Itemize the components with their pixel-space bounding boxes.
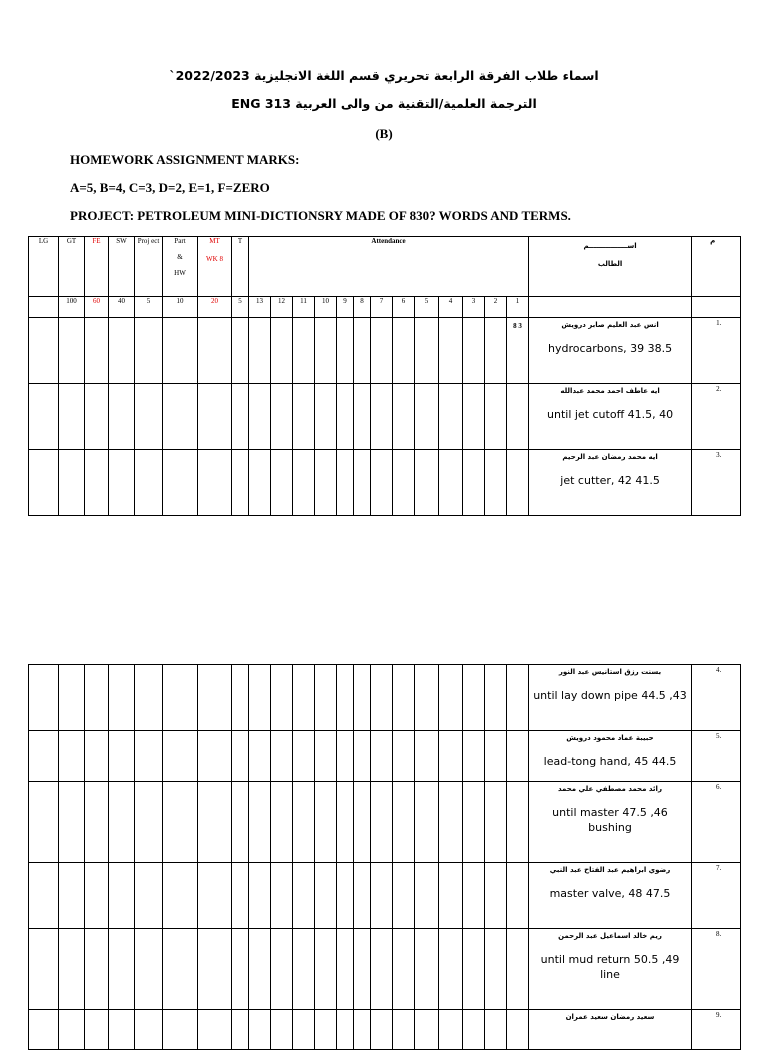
student-name: بسنت رزق استانيس عبد النور: [558, 668, 662, 676]
project-description: PROJECT: PETROLEUM MINI-DICTIONSRY MADE OF 830? WORDS AND TERMS.: [70, 208, 571, 223]
student-name-cell: [529, 1010, 692, 1050]
week-2: 2: [485, 297, 507, 318]
student-assigned-term: until mud return 50.5 ,49 line: [540, 953, 680, 981]
course-title: الترجمة العلمية/التقنية من والى العربية ENG 313: [231, 96, 537, 111]
max-marks-row: [29, 297, 741, 318]
student-assigned-term: hydrocarbons, 39 38.5: [547, 342, 673, 355]
homework-title: HOMEWORK ASSIGNMENT MARKS:: [70, 152, 300, 167]
max-lg-cell: [29, 297, 59, 318]
week-5: 5: [415, 297, 439, 318]
student-index: 8.: [692, 929, 741, 1010]
week-4: 4: [439, 297, 463, 318]
student-index: 3.: [692, 450, 741, 516]
col-part-header-line1: Part: [174, 237, 186, 245]
week-1: 1: [507, 297, 529, 318]
row-number-header: م: [692, 237, 741, 297]
max-fe: 60: [85, 297, 109, 318]
student-name-header-line1: اســــــــــــــــم: [583, 242, 637, 250]
student-name: سعيد رمضان سعيد عمران: [565, 1013, 655, 1021]
week-3: 3: [463, 297, 485, 318]
col-t-header: T: [232, 237, 249, 297]
student-name: رضوي ابراهيم عبد الفتاح عبد النبي: [549, 866, 671, 874]
max-project: 5: [135, 297, 163, 318]
student-name-cell: [529, 929, 692, 1010]
grades-table-page1: [28, 236, 741, 516]
student-index: 4.: [692, 665, 741, 731]
student-row: [29, 731, 741, 782]
student-assigned-term: until lay down pipe 44.5 ,43: [533, 689, 687, 702]
col-mt-header: [198, 237, 232, 297]
week-9: 9: [337, 297, 354, 318]
student-name: ايه محمد رمضان عبد الرحيم: [562, 453, 658, 461]
student-index: 2.: [692, 384, 741, 450]
week-7: 7: [371, 297, 393, 318]
student-name-cell: [529, 665, 692, 731]
col-fe-header: FE: [85, 237, 109, 297]
student-index: 5.: [692, 731, 741, 782]
student-name: حبيبة عماد محمود درويش: [566, 734, 654, 742]
max-number-cell: [692, 297, 741, 318]
week-13: 13: [249, 297, 271, 318]
max-part: 10: [163, 297, 198, 318]
student-row: [29, 318, 741, 384]
student-name-header: [529, 237, 692, 297]
page-title: اسماء طلاب الفرقة الرابعة تحريري قسم اللغة الانجليزية 2022/2023`: [169, 68, 599, 83]
student-index: 9.: [692, 1010, 741, 1050]
student-assigned-term: master valve, 48 47.5: [549, 887, 671, 900]
col-part-header: [163, 237, 198, 297]
student-name: ريم خالد اسماعيل عبد الرحمن: [558, 932, 662, 940]
col-mt-header-line1: MT: [209, 237, 220, 245]
week-12: 12: [271, 297, 293, 318]
week-11: 11: [293, 297, 315, 318]
max-sw: 40: [109, 297, 135, 318]
student-name: انس عبد العليم صابر درويش: [561, 321, 659, 329]
grades-table-page2: [28, 664, 741, 1050]
student-name-cell: [529, 731, 692, 782]
grade-scale: A=5, B=4, C=3, D=2, E=1, F=ZERO: [70, 180, 270, 195]
student-assigned-term: until master 47.5 ,46 bushing: [552, 806, 668, 834]
student-name: ايه عاطف احمد محمد عبدالله: [560, 387, 660, 395]
attendance-mark: 8 3: [507, 318, 529, 384]
student-index: 6.: [692, 782, 741, 863]
student-row: [29, 782, 741, 863]
col-lg-header: LG: [29, 237, 59, 297]
student-assigned-term: jet cutter, 42 41.5: [560, 474, 660, 487]
student-name-cell: [529, 863, 692, 929]
student-name-cell: [529, 384, 692, 450]
student-assigned-term: lead-tong hand, 45 44.5: [543, 755, 677, 768]
col-mt-header-line2: WK 8: [206, 255, 223, 263]
col-project-header: Proj ect: [135, 237, 163, 297]
col-part-header-line3: HW: [174, 269, 186, 277]
student-row: [29, 665, 741, 731]
week-6: 6: [393, 297, 415, 318]
student-row: [29, 929, 741, 1010]
max-name-cell: [529, 297, 692, 318]
student-index: 1.: [692, 318, 741, 384]
max-t: 5: [232, 297, 249, 318]
student-row: [29, 450, 741, 516]
week-8: 8: [354, 297, 371, 318]
attendance-header: Attendance: [249, 237, 529, 297]
student-name-cell: [529, 318, 692, 384]
student-name-cell: [529, 782, 692, 863]
student-assigned-term: until jet cutoff 41.5, 40: [547, 408, 674, 421]
student-row: [29, 1010, 741, 1050]
student-name: رائد محمد مصطفي علي محمد: [558, 785, 662, 793]
student-name-cell: [529, 450, 692, 516]
col-gt-header: GT: [59, 237, 85, 297]
max-mt: 20: [198, 297, 232, 318]
max-gt: 100: [59, 297, 85, 318]
student-index: 7.: [692, 863, 741, 929]
week-10: 10: [315, 297, 337, 318]
col-sw-header: SW: [109, 237, 135, 297]
student-name-header-line2: الطالب: [597, 260, 623, 268]
student-row: [29, 384, 741, 450]
col-part-header-line2: &: [177, 253, 183, 261]
section-label: (B): [375, 126, 393, 141]
student-row: [29, 863, 741, 929]
